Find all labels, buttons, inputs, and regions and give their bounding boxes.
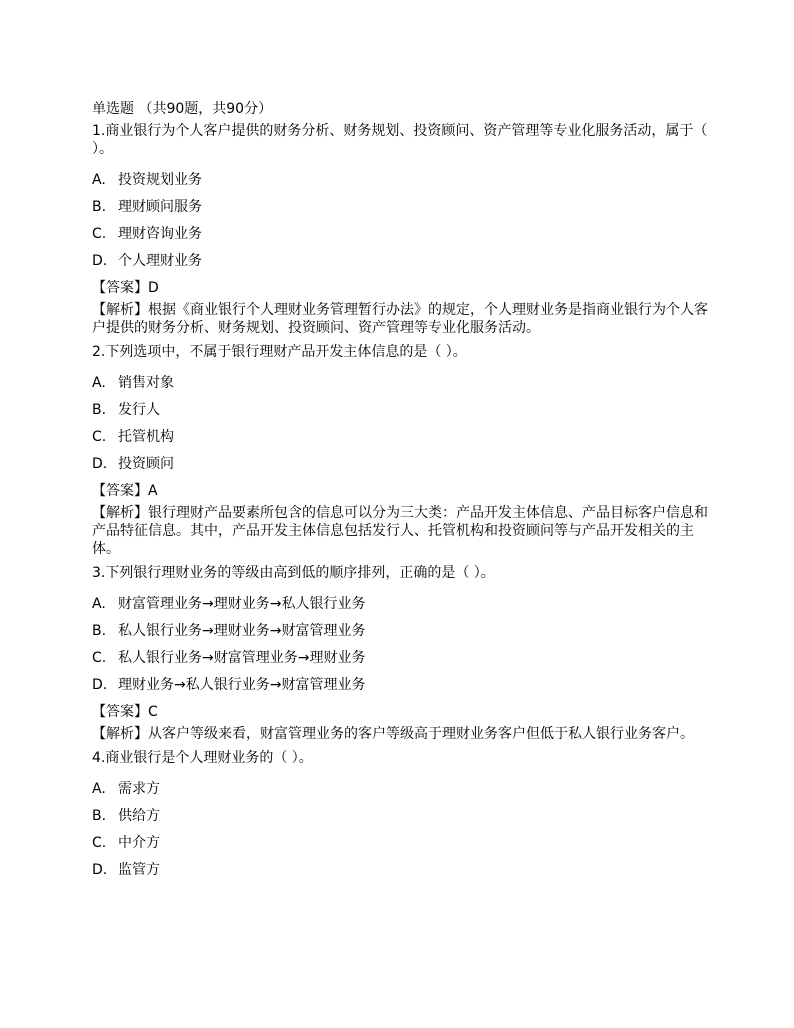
- answer-line: [92, 699, 712, 725]
- answer-label: 【答案】: [92, 280, 148, 296]
- option-text: 发行人: [118, 402, 160, 418]
- option-letter: B.: [92, 199, 107, 215]
- option-text: 私人银行业务→理财业务→财富管理业务: [118, 623, 366, 639]
- option-c: [92, 424, 712, 451]
- explanation: [92, 301, 712, 337]
- question-stem: 4.商业银行是个人理财业务的（ ）。: [92, 750, 313, 766]
- option-text: 财富管理业务→理财业务→私人银行业务: [118, 596, 366, 612]
- option-d: [92, 451, 712, 478]
- option-letter: D.: [92, 456, 108, 472]
- answer-value: C: [148, 704, 158, 720]
- option-text: 需求方: [118, 781, 160, 797]
- option-letter: B.: [92, 623, 107, 639]
- option-text: 理财业务→私人银行业务→财富管理业务: [118, 677, 366, 693]
- answer-value: A: [148, 483, 158, 499]
- option-letter: A.: [92, 596, 106, 612]
- explanation-text: 银行理财产品要素所包含的信息可以分为三大类：产品开发主体信息、产品目标客户信息和产品特征信息。其中，产品开发主体信息包括发行人、托管机构和投资顾问等与产品开发相关的主体。: [92, 505, 708, 557]
- option-a: [92, 776, 712, 803]
- question-stem: 3.下列银行理财业务的等级由高到低的顺序排列，正确的是（ ）。: [92, 565, 495, 581]
- exam-page: [92, 96, 712, 884]
- option-c: [92, 221, 712, 248]
- question-2: [92, 343, 712, 558]
- option-letter: B.: [92, 808, 107, 824]
- section-title: 单选题 （共90题，共90分）: [92, 101, 273, 117]
- explanation-label: 【解析】: [92, 505, 148, 521]
- option-text: 个人理财业务: [118, 253, 202, 269]
- explanation-text: 从客户等级来看，财富管理业务的客户等级高于理财业务客户但低于私人银行业务客户。: [148, 726, 694, 742]
- option-text: 中介方: [118, 835, 160, 851]
- question-stem: 1.商业银行为个人客户提供的财务分析、财务规划、投资顾问、资产管理等专业化服务活动，属于（ ）。: [92, 123, 708, 157]
- option-letter: D.: [92, 862, 108, 878]
- option-d: [92, 672, 712, 699]
- option-letter: A.: [92, 781, 106, 797]
- option-b: [92, 618, 712, 645]
- answer-line: [92, 478, 712, 504]
- option-d: [92, 857, 712, 884]
- option-a: [92, 167, 712, 194]
- option-text: 销售对象: [118, 375, 174, 391]
- option-b: [92, 194, 712, 221]
- option-d: [92, 248, 712, 275]
- option-c: [92, 645, 712, 672]
- option-a: [92, 591, 712, 618]
- option-letter: B.: [92, 402, 107, 418]
- option-text: 供给方: [118, 808, 160, 824]
- option-text: 私人银行业务→财富管理业务→理财业务: [118, 650, 366, 666]
- option-text: 理财咨询业务: [118, 226, 202, 242]
- option-letter: C.: [92, 835, 107, 851]
- option-text: 监管方: [118, 862, 160, 878]
- answer-value: D: [148, 280, 159, 296]
- option-letter: D.: [92, 253, 108, 269]
- question-4: [92, 749, 712, 884]
- option-text: 理财顾问服务: [118, 199, 202, 215]
- option-letter: A.: [92, 172, 106, 188]
- answer-label: 【答案】: [92, 483, 148, 499]
- explanation-text: 根据《商业银行个人理财业务管理暂行办法》的规定，个人理财业务是指商业银行为个人客户提供的财务分析、财务规划、投资顾问、资产管理等专业化服务活动。: [92, 302, 708, 336]
- question-1: [92, 122, 712, 337]
- option-text: 投资规划业务: [118, 172, 202, 188]
- explanation-label: 【解析】: [92, 726, 148, 742]
- option-a: [92, 370, 712, 397]
- option-letter: A.: [92, 375, 106, 391]
- option-letter: C.: [92, 650, 107, 666]
- explanation-label: 【解析】: [92, 302, 148, 318]
- question-stem: 2.下列选项中，不属于银行理财产品开发主体信息的是（ ）。: [92, 344, 467, 360]
- question-3: [92, 564, 712, 743]
- option-b: [92, 803, 712, 830]
- option-letter: C.: [92, 429, 107, 445]
- option-text: 托管机构: [118, 429, 174, 445]
- option-letter: D.: [92, 677, 108, 693]
- option-letter: C.: [92, 226, 107, 242]
- option-c: [92, 830, 712, 857]
- option-b: [92, 397, 712, 424]
- option-text: 投资顾问: [118, 456, 174, 472]
- explanation: [92, 725, 712, 743]
- answer-line: [92, 275, 712, 301]
- answer-label: 【答案】: [92, 704, 148, 720]
- explanation: [92, 504, 712, 558]
